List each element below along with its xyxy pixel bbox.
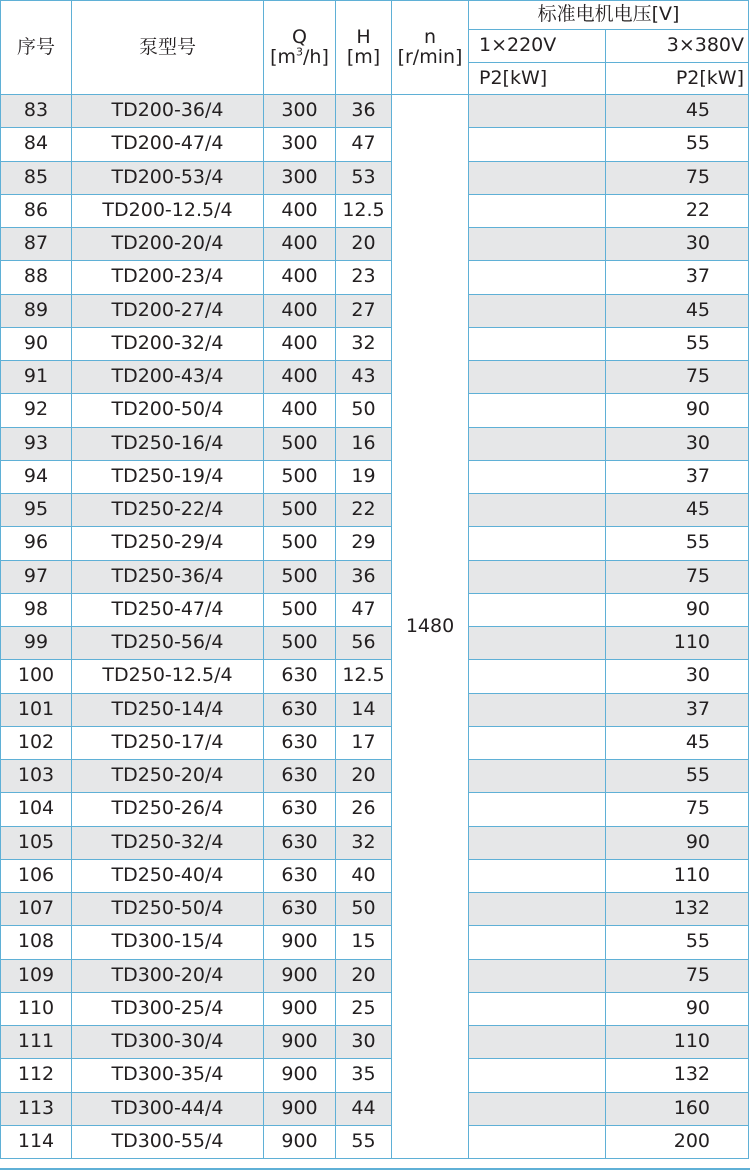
cell-flow: 500: [264, 494, 336, 527]
cell-model: TD250-50/4: [72, 893, 264, 926]
header-speed-unit: [r/min]: [397, 45, 463, 68]
cell-flow: 900: [264, 992, 336, 1025]
cell-flow: 900: [264, 1125, 336, 1158]
table-row: [1, 726, 749, 759]
table-row: [1, 494, 749, 527]
table-row: [1, 194, 749, 227]
cell-head: 40: [336, 859, 392, 892]
cell-power-3ph: 75: [606, 161, 749, 194]
header-voltage-group: 标准电机电压[V]: [469, 1, 749, 30]
cell-head: 25: [336, 992, 392, 1025]
table-row: [1, 859, 749, 892]
cell-seq: 101: [1, 693, 72, 726]
cell-head: 27: [336, 294, 392, 327]
header-seq: 序号: [1, 1, 72, 95]
cell-head: 29: [336, 527, 392, 560]
cell-flow: 630: [264, 660, 336, 693]
cell-model: TD250-16/4: [72, 427, 264, 460]
cell-power-1ph: [469, 327, 606, 360]
cell-power-1ph: [469, 427, 606, 460]
cell-model: TD300-15/4: [72, 926, 264, 959]
cell-seq: 86: [1, 194, 72, 227]
header-head-label: H: [356, 25, 371, 48]
cell-flow: 400: [264, 361, 336, 394]
cell-flow: 500: [264, 593, 336, 626]
cell-power-1ph: [469, 261, 606, 294]
cell-power-3ph: 90: [606, 826, 749, 859]
cell-head: 32: [336, 826, 392, 859]
table-row: [1, 261, 749, 294]
cell-model: TD250-20/4: [72, 760, 264, 793]
cell-model: TD200-43/4: [72, 361, 264, 394]
cell-head: 20: [336, 228, 392, 261]
table-row: [1, 992, 749, 1025]
table-row: [1, 161, 749, 194]
cell-flow: 400: [264, 194, 336, 227]
table-row: [1, 560, 749, 593]
cell-power-3ph: 37: [606, 261, 749, 294]
cell-head: 43: [336, 361, 392, 394]
cell-model: TD300-55/4: [72, 1125, 264, 1158]
cell-head: 17: [336, 726, 392, 759]
cell-head: 47: [336, 128, 392, 161]
table-row: [1, 1059, 749, 1092]
cell-power-1ph: [469, 1125, 606, 1158]
table-row: [1, 228, 749, 261]
table-row: [1, 95, 749, 128]
cell-model: TD200-36/4: [72, 95, 264, 128]
cell-seq: 84: [1, 128, 72, 161]
cell-power-3ph: 37: [606, 693, 749, 726]
cell-power-1ph: [469, 726, 606, 759]
table-row: [1, 361, 749, 394]
cell-head: 50: [336, 893, 392, 926]
table-row: [1, 893, 749, 926]
cell-power-3ph: 45: [606, 294, 749, 327]
cell-model: TD250-47/4: [72, 593, 264, 626]
cell-power-1ph: [469, 394, 606, 427]
cell-power-1ph: [469, 660, 606, 693]
cell-power-1ph: [469, 128, 606, 161]
cell-power-3ph: 90: [606, 992, 749, 1025]
cell-model: TD300-44/4: [72, 1092, 264, 1125]
cell-head: 35: [336, 1059, 392, 1092]
cell-head: 15: [336, 926, 392, 959]
cell-power-3ph: 45: [606, 494, 749, 527]
cell-power-1ph: [469, 893, 606, 926]
cell-power-1ph: [469, 460, 606, 493]
cell-head: 36: [336, 95, 392, 128]
cell-head: 20: [336, 959, 392, 992]
cell-flow: 500: [264, 527, 336, 560]
cell-flow: 400: [264, 294, 336, 327]
cell-power-1ph: [469, 959, 606, 992]
cell-power-3ph: 55: [606, 128, 749, 161]
cell-power-1ph: [469, 1026, 606, 1059]
cell-model: TD250-40/4: [72, 859, 264, 892]
cell-head: 50: [336, 394, 392, 427]
cell-seq: 114: [1, 1125, 72, 1158]
header-power-1ph: P2[kW]: [469, 63, 606, 95]
cell-model: TD250-14/4: [72, 693, 264, 726]
cell-flow: 300: [264, 161, 336, 194]
cell-head: 14: [336, 693, 392, 726]
cell-power-1ph: [469, 627, 606, 660]
cell-model: TD250-17/4: [72, 726, 264, 759]
cell-power-1ph: [469, 826, 606, 859]
cell-flow: 900: [264, 1092, 336, 1125]
table-row: [1, 1092, 749, 1125]
cell-head: 16: [336, 427, 392, 460]
cell-seq: 90: [1, 327, 72, 360]
cell-power-3ph: 55: [606, 926, 749, 959]
cell-seq: 91: [1, 361, 72, 394]
cell-model: TD250-29/4: [72, 527, 264, 560]
cell-flow: 630: [264, 893, 336, 926]
cell-model: TD300-25/4: [72, 992, 264, 1025]
cell-head: 53: [336, 161, 392, 194]
cell-power-1ph: [469, 361, 606, 394]
cell-model: TD200-32/4: [72, 327, 264, 360]
table-row: [1, 959, 749, 992]
cell-power-3ph: 22: [606, 194, 749, 227]
cell-head: 30: [336, 1026, 392, 1059]
cell-power-1ph: [469, 95, 606, 128]
cell-power-3ph: 75: [606, 959, 749, 992]
cell-seq: 110: [1, 992, 72, 1025]
cell-seq: 94: [1, 460, 72, 493]
cell-head: 56: [336, 627, 392, 660]
cell-model: TD200-23/4: [72, 261, 264, 294]
cell-model: TD200-53/4: [72, 161, 264, 194]
cell-head: 32: [336, 327, 392, 360]
cell-seq: 87: [1, 228, 72, 261]
table-row: [1, 793, 749, 826]
cell-power-3ph: 160: [606, 1092, 749, 1125]
cell-seq: 89: [1, 294, 72, 327]
cell-head: 23: [336, 261, 392, 294]
table-row: [1, 427, 749, 460]
cell-power-1ph: [469, 760, 606, 793]
table-row: [1, 128, 749, 161]
cell-power-1ph: [469, 161, 606, 194]
cell-power-3ph: 110: [606, 1026, 749, 1059]
table-row: [1, 394, 749, 427]
cell-power-3ph: 132: [606, 893, 749, 926]
cell-head: 55: [336, 1125, 392, 1158]
cell-model: TD250-12.5/4: [72, 660, 264, 693]
cell-seq: 98: [1, 593, 72, 626]
table-row: [1, 826, 749, 859]
cell-power-3ph: 75: [606, 793, 749, 826]
cell-model: TD200-27/4: [72, 294, 264, 327]
cell-seq: 85: [1, 161, 72, 194]
cell-model: TD300-30/4: [72, 1026, 264, 1059]
cell-flow: 630: [264, 859, 336, 892]
cell-head: 19: [336, 460, 392, 493]
cell-flow: 400: [264, 394, 336, 427]
header-flow-label: Q: [292, 25, 307, 48]
cell-head: 44: [336, 1092, 392, 1125]
cell-power-3ph: 30: [606, 660, 749, 693]
table-row: [1, 1125, 749, 1158]
table-row: [1, 294, 749, 327]
cell-speed: 1480: [392, 95, 469, 1159]
cell-seq: 106: [1, 859, 72, 892]
cell-head: 20: [336, 760, 392, 793]
cell-seq: 92: [1, 394, 72, 427]
cell-model: TD300-20/4: [72, 959, 264, 992]
cell-model: TD200-20/4: [72, 228, 264, 261]
cell-flow: 300: [264, 128, 336, 161]
cell-seq: 111: [1, 1026, 72, 1059]
cell-power-3ph: 110: [606, 859, 749, 892]
cell-power-1ph: [469, 527, 606, 560]
table-row: [1, 760, 749, 793]
cell-power-3ph: 90: [606, 593, 749, 626]
cell-power-3ph: 75: [606, 361, 749, 394]
table-row: [1, 627, 749, 660]
cell-seq: 93: [1, 427, 72, 460]
cell-seq: 113: [1, 1092, 72, 1125]
cell-flow: 630: [264, 793, 336, 826]
cell-seq: 103: [1, 760, 72, 793]
cell-seq: 107: [1, 893, 72, 926]
cell-power-1ph: [469, 992, 606, 1025]
header-power-3ph: P2[kW]: [606, 63, 749, 95]
header-speed-label: n: [423, 25, 437, 48]
header-head: [336, 1, 392, 95]
cell-flow: 900: [264, 1026, 336, 1059]
cell-flow: 400: [264, 261, 336, 294]
cell-flow: 900: [264, 1059, 336, 1092]
cell-seq: 109: [1, 959, 72, 992]
cell-power-3ph: 37: [606, 460, 749, 493]
header-voltage-3ph: 3×380V: [606, 30, 749, 63]
cell-head: 26: [336, 793, 392, 826]
cell-model: TD250-19/4: [72, 460, 264, 493]
cell-head: 22: [336, 494, 392, 527]
header-flow: [264, 1, 336, 95]
cell-power-3ph: 55: [606, 760, 749, 793]
table-row: [1, 527, 749, 560]
table-row: [1, 593, 749, 626]
cell-power-3ph: 45: [606, 95, 749, 128]
cell-power-1ph: [469, 859, 606, 892]
cell-flow: 900: [264, 926, 336, 959]
cell-power-1ph: [469, 494, 606, 527]
cell-power-3ph: 75: [606, 560, 749, 593]
table-row: [1, 926, 749, 959]
cell-flow: 630: [264, 693, 336, 726]
cell-seq: 104: [1, 793, 72, 826]
cell-model: TD250-22/4: [72, 494, 264, 527]
cell-power-3ph: 30: [606, 228, 749, 261]
table-row: [1, 460, 749, 493]
cell-power-3ph: 45: [606, 726, 749, 759]
header-speed: [392, 1, 469, 95]
cell-power-1ph: [469, 793, 606, 826]
cell-flow: 630: [264, 760, 336, 793]
cell-power-3ph: 200: [606, 1125, 749, 1158]
cell-flow: 500: [264, 560, 336, 593]
cell-model: TD250-56/4: [72, 627, 264, 660]
cell-power-1ph: [469, 926, 606, 959]
cell-head: 36: [336, 560, 392, 593]
cell-seq: 99: [1, 627, 72, 660]
cell-flow: 900: [264, 959, 336, 992]
cell-model: TD300-35/4: [72, 1059, 264, 1092]
header-head-unit: [m]: [346, 45, 381, 68]
cell-seq: 97: [1, 560, 72, 593]
cell-power-1ph: [469, 593, 606, 626]
cell-power-3ph: 30: [606, 427, 749, 460]
cell-power-1ph: [469, 1059, 606, 1092]
cell-flow: 400: [264, 327, 336, 360]
cell-model: TD250-32/4: [72, 826, 264, 859]
cell-model: TD200-47/4: [72, 128, 264, 161]
cell-model: TD200-12.5/4: [72, 194, 264, 227]
table-body: [1, 95, 749, 1159]
cell-seq: 95: [1, 494, 72, 527]
cell-seq: 96: [1, 527, 72, 560]
cell-power-3ph: 90: [606, 394, 749, 427]
cell-power-3ph: 110: [606, 627, 749, 660]
header-model: 泵型号: [72, 1, 264, 95]
cell-power-1ph: [469, 294, 606, 327]
cell-flow: 500: [264, 460, 336, 493]
table-row: [1, 693, 749, 726]
cell-power-1ph: [469, 560, 606, 593]
cell-flow: 300: [264, 95, 336, 128]
cell-flow: 400: [264, 228, 336, 261]
cell-power-1ph: [469, 228, 606, 261]
cell-seq: 83: [1, 95, 72, 128]
cell-flow: 630: [264, 826, 336, 859]
cell-seq: 112: [1, 1059, 72, 1092]
table-row: [1, 327, 749, 360]
cell-seq: 88: [1, 261, 72, 294]
table-row: [1, 1026, 749, 1059]
cell-power-3ph: 55: [606, 327, 749, 360]
cell-flow: 500: [264, 427, 336, 460]
cell-flow: 630: [264, 726, 336, 759]
cell-power-3ph: 55: [606, 527, 749, 560]
table-bottom-rule: [0, 1168, 750, 1170]
cell-model: TD250-26/4: [72, 793, 264, 826]
cell-flow: 500: [264, 627, 336, 660]
cell-power-3ph: 132: [606, 1059, 749, 1092]
cell-power-1ph: [469, 693, 606, 726]
header-voltage-1ph: 1×220V: [469, 30, 606, 63]
cell-seq: 105: [1, 826, 72, 859]
cell-power-1ph: [469, 194, 606, 227]
cell-seq: 100: [1, 660, 72, 693]
table-row: [1, 660, 749, 693]
header-flow-unit: $[m^3/h]$: [270, 45, 329, 68]
cell-model: TD250-36/4: [72, 560, 264, 593]
cell-head: 12.5: [336, 194, 392, 227]
cell-model: TD200-50/4: [72, 394, 264, 427]
cell-head: 47: [336, 593, 392, 626]
cell-seq: 108: [1, 926, 72, 959]
cell-seq: 102: [1, 726, 72, 759]
cell-power-1ph: [469, 1092, 606, 1125]
cell-head: 12.5: [336, 660, 392, 693]
